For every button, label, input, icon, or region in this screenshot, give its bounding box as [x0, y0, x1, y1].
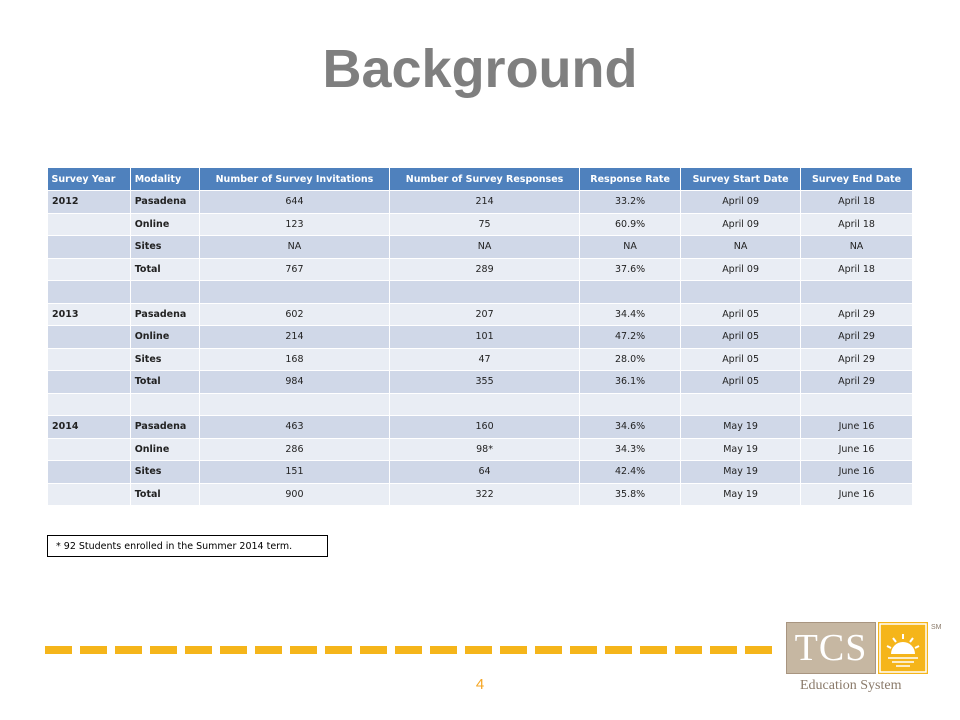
col-survey-year-cell	[48, 281, 131, 304]
dash-segment	[115, 646, 142, 654]
col-response-rate-cell	[580, 393, 681, 416]
table-row	[48, 438, 913, 461]
col-start-date-cell: May 19	[681, 461, 801, 484]
col-survey-year-cell	[48, 371, 131, 394]
col-modality-cell: Online	[130, 438, 199, 461]
col-response-rate-cell: 42.4%	[580, 461, 681, 484]
col-modality-cell: Pasadena	[130, 303, 199, 326]
dash-segment	[675, 646, 702, 654]
col-response-rate-cell: 28.0%	[580, 348, 681, 371]
col-survey-year-cell	[48, 438, 131, 461]
col-responses-cell: 289	[390, 258, 580, 281]
col-invitations-cell: 602	[199, 303, 389, 326]
table-row	[48, 236, 913, 259]
col-start-date-cell: May 19	[681, 416, 801, 439]
col-modality-cell: Online	[130, 213, 199, 236]
dashed-divider	[45, 646, 775, 654]
dash-segment	[710, 646, 737, 654]
dash-segment	[290, 646, 317, 654]
col-end-date-cell: June 16	[801, 483, 913, 506]
col-start-date-cell: April 09	[681, 213, 801, 236]
table-row	[48, 213, 913, 236]
col-modality-header: Modality	[130, 168, 199, 191]
col-invitations-cell: NA	[199, 236, 389, 259]
col-responses-cell: 322	[390, 483, 580, 506]
dash-segment	[640, 646, 667, 654]
table-row	[48, 371, 913, 394]
dash-segment	[395, 646, 422, 654]
tcs-logo	[786, 622, 940, 698]
dash-segment	[570, 646, 597, 654]
col-end-date-cell: April 18	[801, 191, 913, 214]
col-start-date-cell: April 09	[681, 258, 801, 281]
col-response-rate-cell	[580, 281, 681, 304]
col-response-rate-cell: 60.9%	[580, 213, 681, 236]
col-invitations-cell: 168	[199, 348, 389, 371]
col-survey-year-cell: 2014	[48, 416, 131, 439]
dash-segment	[605, 646, 632, 654]
col-start-date-cell: May 19	[681, 438, 801, 461]
col-invitations-cell: 214	[199, 326, 389, 349]
col-end-date-cell: April 29	[801, 348, 913, 371]
col-start-date-cell: April 05	[681, 348, 801, 371]
col-survey-year-cell	[48, 348, 131, 371]
dash-segment	[465, 646, 492, 654]
table-row	[48, 348, 913, 371]
col-invitations-cell	[199, 281, 389, 304]
logo-name: TCS	[794, 627, 868, 669]
col-survey-year-cell	[48, 258, 131, 281]
dash-segment	[80, 646, 107, 654]
table-body	[48, 191, 913, 506]
col-modality-cell: Pasadena	[130, 191, 199, 214]
col-start-date-cell: April 09	[681, 191, 801, 214]
col-survey-year-cell	[48, 236, 131, 259]
col-invitations-cell: 984	[199, 371, 389, 394]
col-end-date-cell	[801, 393, 913, 416]
footnote: * 92 Students enrolled in the Summer 2014 term.	[47, 535, 328, 557]
col-modality-cell: Pasadena	[130, 416, 199, 439]
dash-segment	[745, 646, 772, 654]
col-survey-year-header: Survey Year	[48, 168, 131, 191]
col-end-date-header: Survey End Date	[801, 168, 913, 191]
col-responses-cell: 101	[390, 326, 580, 349]
col-end-date-cell: April 18	[801, 258, 913, 281]
col-responses-cell: NA	[390, 236, 580, 259]
table-row	[48, 191, 913, 214]
table-row	[48, 461, 913, 484]
col-survey-year-cell	[48, 393, 131, 416]
col-start-date-cell: NA	[681, 236, 801, 259]
dash-segment	[220, 646, 247, 654]
col-survey-year-cell	[48, 483, 131, 506]
table-row	[48, 483, 913, 506]
col-responses-cell: 207	[390, 303, 580, 326]
col-start-date-header: Survey Start Date	[681, 168, 801, 191]
col-response-rate-cell: 37.6%	[580, 258, 681, 281]
col-start-date-cell	[681, 393, 801, 416]
dash-segment	[430, 646, 457, 654]
sun-icon	[878, 622, 928, 674]
col-survey-year-cell: 2013	[48, 303, 131, 326]
table-row	[48, 303, 913, 326]
col-start-date-cell	[681, 281, 801, 304]
col-modality-cell: Total	[130, 371, 199, 394]
table-row	[48, 258, 913, 281]
col-end-date-cell: April 29	[801, 303, 913, 326]
col-end-date-cell	[801, 281, 913, 304]
col-start-date-cell: April 05	[681, 303, 801, 326]
logo-subtitle: Education System	[800, 678, 902, 693]
dash-segment	[535, 646, 562, 654]
col-response-rate-cell: 36.1%	[580, 371, 681, 394]
col-modality-cell	[130, 393, 199, 416]
col-survey-year-cell	[48, 461, 131, 484]
slide-title: Background	[322, 39, 638, 99]
col-invitations-cell: 123	[199, 213, 389, 236]
col-response-rate-cell: 33.2%	[580, 191, 681, 214]
col-invitations-cell: 286	[199, 438, 389, 461]
col-modality-cell: Sites	[130, 461, 199, 484]
col-responses-cell: 47	[390, 348, 580, 371]
col-modality-cell: Total	[130, 483, 199, 506]
col-end-date-cell: NA	[801, 236, 913, 259]
col-responses-cell: 64	[390, 461, 580, 484]
col-response-rate-cell: 34.3%	[580, 438, 681, 461]
col-response-rate-header: Response Rate	[580, 168, 681, 191]
table-header-row	[48, 168, 913, 191]
col-responses-cell: 75	[390, 213, 580, 236]
col-invitations-header: Number of Survey Invitations	[199, 168, 389, 191]
col-start-date-cell: April 05	[681, 371, 801, 394]
col-responses-cell	[390, 281, 580, 304]
col-modality-cell: Sites	[130, 236, 199, 259]
dash-segment	[500, 646, 527, 654]
page-number: 4	[475, 676, 485, 693]
dash-segment	[255, 646, 282, 654]
col-modality-cell	[130, 281, 199, 304]
col-invitations-cell: 151	[199, 461, 389, 484]
col-start-date-cell: April 05	[681, 326, 801, 349]
col-invitations-cell: 767	[199, 258, 389, 281]
table-row	[48, 416, 913, 439]
col-response-rate-cell: 34.4%	[580, 303, 681, 326]
col-survey-year-cell: 2012	[48, 191, 131, 214]
col-start-date-cell: May 19	[681, 483, 801, 506]
col-response-rate-cell: 47.2%	[580, 326, 681, 349]
col-response-rate-cell: 35.8%	[580, 483, 681, 506]
table-row	[48, 393, 913, 416]
table-row	[48, 281, 913, 304]
col-responses-cell: 160	[390, 416, 580, 439]
col-survey-year-cell	[48, 213, 131, 236]
col-invitations-cell: 644	[199, 191, 389, 214]
col-modality-cell: Sites	[130, 348, 199, 371]
col-modality-cell: Online	[130, 326, 199, 349]
col-invitations-cell: 463	[199, 416, 389, 439]
col-end-date-cell: June 16	[801, 461, 913, 484]
col-invitations-cell: 900	[199, 483, 389, 506]
col-responses-cell: 98*	[390, 438, 580, 461]
col-response-rate-cell: NA	[580, 236, 681, 259]
dash-segment	[360, 646, 387, 654]
col-responses-header: Number of Survey Responses	[390, 168, 580, 191]
dash-segment	[185, 646, 212, 654]
col-end-date-cell: April 29	[801, 371, 913, 394]
survey-table	[47, 168, 913, 506]
col-responses-cell	[390, 393, 580, 416]
dash-segment	[325, 646, 352, 654]
service-mark: SM	[931, 624, 942, 631]
col-responses-cell: 214	[390, 191, 580, 214]
col-end-date-cell: April 29	[801, 326, 913, 349]
col-modality-cell: Total	[130, 258, 199, 281]
dash-segment	[45, 646, 72, 654]
col-invitations-cell	[199, 393, 389, 416]
col-survey-year-cell	[48, 326, 131, 349]
col-end-date-cell: June 16	[801, 416, 913, 439]
table-row	[48, 326, 913, 349]
col-responses-cell: 355	[390, 371, 580, 394]
dash-segment	[150, 646, 177, 654]
col-end-date-cell: June 16	[801, 438, 913, 461]
col-end-date-cell: April 18	[801, 213, 913, 236]
col-response-rate-cell: 34.6%	[580, 416, 681, 439]
